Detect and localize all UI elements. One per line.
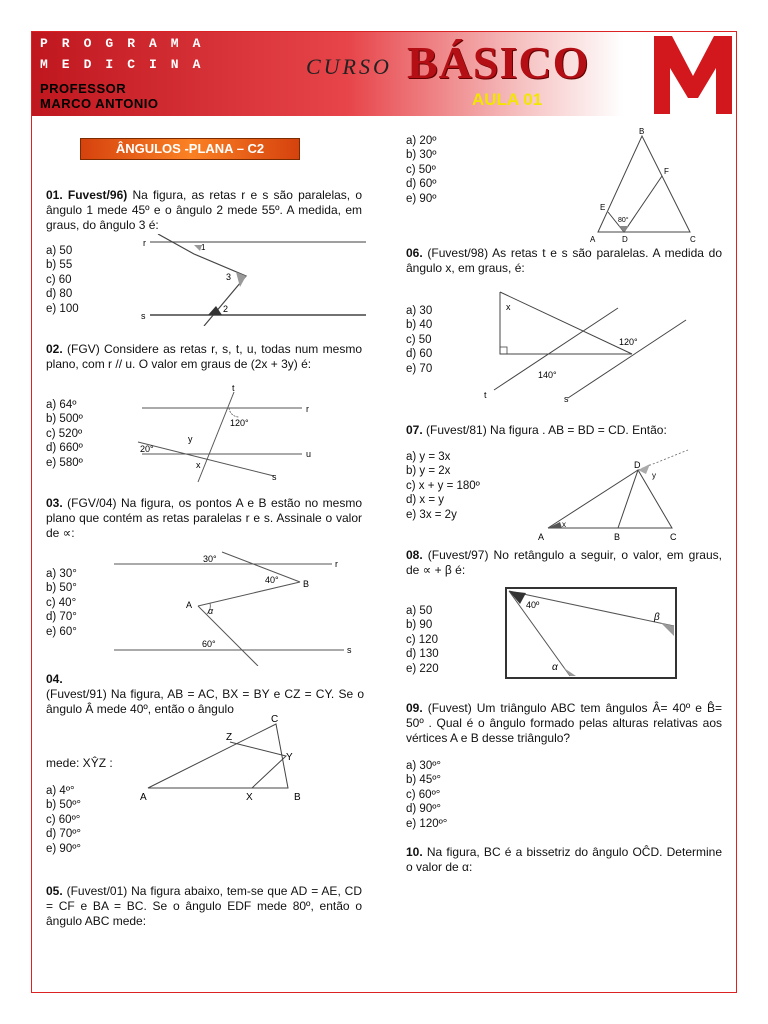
basico-title: BÁSICO: [407, 37, 590, 88]
answer-02-b: b) 500º: [46, 413, 83, 426]
answer-07-c: c) x + y = 180º: [406, 479, 480, 492]
fig06-t: t: [484, 390, 487, 400]
answer-09-c: c) 60º°: [406, 788, 441, 801]
answer-05-a: a) 20º: [406, 135, 437, 147]
header-banner: [32, 32, 736, 116]
answer-09-b: b) 45º°: [406, 774, 442, 787]
medicina-label: MEDICINA: [40, 57, 215, 72]
answer-05-c: c) 50º: [406, 163, 436, 176]
answers-09: [406, 759, 447, 831]
answer-02-c: c) 520º: [46, 427, 83, 440]
answer-04-d: d) 70º°: [46, 828, 82, 841]
fig05-point-d: D: [622, 235, 628, 244]
fig04-point-b: B: [294, 792, 301, 803]
fig08-beta: β: [654, 612, 660, 623]
answer-01-d: d) 80: [46, 288, 73, 301]
fig04-point-z: Z: [226, 732, 233, 743]
fig01-angle-2: 2: [223, 304, 229, 314]
question-03-text: (FGV/04) Na figura, os pontos A e B estão no mesmo plano que contém as retas paralelas r e s. Assinale o valor de ∝:: [46, 496, 362, 541]
fig06-s: s: [564, 394, 569, 404]
answer-03-b: b) 50°: [46, 582, 77, 595]
fig01-angle-3: 3: [226, 272, 232, 282]
answers-03: [46, 567, 77, 639]
fig05-point-f: F: [664, 167, 669, 176]
question-04-number: 04.: [46, 672, 63, 686]
answer-06-e: e) 70: [406, 362, 433, 375]
fig01-r: r: [143, 238, 146, 248]
answers-05: [406, 134, 436, 206]
answer-05-e: e) 90º: [406, 192, 437, 205]
answer-04-a: a) 4º°: [46, 785, 75, 797]
question-07-number: 07.: [406, 423, 423, 437]
question-10-number: 10.: [406, 845, 423, 859]
answer-04-b: b) 50º°: [46, 799, 82, 812]
answers-07: [406, 450, 480, 522]
fig03-point-a: A: [186, 600, 193, 610]
answer-08-d: d) 130: [406, 648, 439, 661]
figure-04: [138, 712, 318, 804]
fig05-point-a: A: [590, 235, 596, 244]
answer-07-d: d) x = y: [406, 494, 445, 507]
fig07-point-c: C: [670, 532, 677, 542]
fig02-s: s: [272, 472, 277, 482]
answer-09-a: a) 30º°: [406, 760, 442, 772]
question-06-text: (Fuvest/98) As retas t e s são paralelas. A medida do ângulo x, em graus, é:: [406, 246, 722, 276]
fig02-t: t: [232, 384, 235, 393]
question-01-number: 01. Fuvest/96): [46, 188, 128, 202]
fig06-x: x: [506, 302, 511, 312]
fig07-point-b: B: [614, 532, 621, 542]
professor-name: MARCO ANTONIO: [40, 96, 159, 111]
fig06-angle-120: 120°: [619, 337, 638, 347]
professor-label: PROFESSOR: [40, 81, 127, 96]
aula-label: AULA 01: [472, 90, 543, 109]
fig08-angle-40: 40º: [526, 600, 540, 610]
question-07: [406, 423, 722, 438]
answer-08-e: e) 220: [406, 662, 439, 675]
fig05-point-e: E: [600, 203, 606, 212]
question-09-text: (Fuvest) Um triângulo ABC tem ângulos Â= 40º e B̂= 50º . Qual é o ângulo formado pelas alturas relativas aos vértices A e B desse triângulo?: [406, 701, 722, 746]
question-01-text: Na figura, as retas r e s são paralelas, o ângulo 1 mede 45º e o ângulo 2 mede 55º. A medida, em graus, do ângulo 3 é:: [46, 188, 363, 233]
answer-01-a: a) 50: [46, 245, 73, 257]
topic-tag: ÂNGULOS -PLANA – C2: [80, 138, 300, 160]
answer-09-e: e) 120º°: [406, 817, 448, 830]
answers-02: [46, 398, 83, 470]
fig02-u: u: [306, 449, 312, 459]
answer-02-e: e) 580º: [46, 456, 83, 469]
answer-03-c: c) 40°: [46, 596, 77, 609]
fig03-alpha: α: [208, 606, 214, 616]
question-07-text: (Fuvest/81) Na figura . AB = BD = CD. Então:: [422, 423, 667, 437]
answer-07-e: e) 3x = 2y: [406, 508, 457, 521]
answers-06: [406, 304, 432, 376]
question-06-number: 06.: [406, 246, 423, 260]
question-04-text: (Fuvest/91) Na figura, AB = AC, BX = BY e CZ = CY. Se o ângulo Â mede 40º, então o ângulo: [46, 687, 364, 717]
figure-07: [538, 448, 698, 542]
question-09: [406, 701, 722, 747]
answer-03-d: d) 70°: [46, 611, 77, 624]
answer-05-b: b) 30º: [406, 149, 437, 162]
answer-03-e: e) 60°: [46, 625, 77, 638]
question-06: [406, 246, 722, 276]
question-03: [46, 496, 362, 542]
answer-09-d: d) 90º°: [406, 803, 442, 816]
question-09-number: 09.: [406, 701, 423, 715]
answer-07-b: b) y = 2x: [406, 465, 451, 478]
question-02: [46, 342, 362, 372]
fig02-angle-20: 20°: [140, 444, 154, 454]
answer-08-c: c) 120: [406, 633, 438, 646]
answer-07-a: a) y = 3x: [406, 451, 451, 463]
figure-08: [504, 586, 684, 682]
curso-label: CURSO: [306, 54, 392, 79]
question-10: [406, 845, 722, 875]
question-05: [46, 884, 362, 930]
fig03-angle-30: 30°: [203, 554, 217, 564]
fig08-alpha: α: [552, 662, 558, 673]
question-02-text: (FGV) Considere as retas r, s, t, u, todas num mesmo plano, com r // u. O valor em graus de (2x + 3y) é:: [46, 342, 362, 372]
figure-02: [134, 384, 334, 484]
fig01-angle-1: 1: [201, 243, 206, 252]
fig03-angle-60: 60°: [202, 639, 216, 649]
question-01: [46, 188, 362, 234]
fig07-point-d: D: [634, 460, 641, 470]
fig07-x: x: [562, 520, 566, 529]
answer-02-d: d) 660º: [46, 442, 83, 455]
fig05-angle-80: 80°: [618, 217, 629, 224]
answer-06-a: a) 30: [406, 305, 433, 317]
question-03-number: 03.: [46, 496, 63, 510]
figure-06: [480, 288, 690, 404]
fig07-point-a: A: [538, 532, 545, 542]
fig02-y: y: [188, 434, 193, 444]
figure-03: [110, 548, 360, 666]
question-10-text: Na figura, BC é a bissetriz do ângulo OĈD. Determine o valor de α:: [406, 845, 722, 875]
question-08: [406, 548, 722, 578]
answer-06-d: d) 60: [406, 348, 433, 361]
answers-08: [406, 604, 439, 676]
fig03-s: s: [347, 645, 352, 655]
answers-04: [46, 784, 81, 856]
fig02-r: r: [306, 404, 309, 414]
answer-08-b: b) 90: [406, 619, 433, 632]
fig03-angle-40: 40°: [265, 575, 279, 585]
question-05-number: 05.: [46, 884, 63, 898]
answer-06-c: c) 50: [406, 333, 432, 346]
programa-label: PROGRAMA: [40, 36, 215, 51]
answer-04-e: e) 90º°: [46, 842, 82, 855]
fig02-angle-120: 120°: [230, 418, 249, 428]
fig01-s: s: [141, 311, 146, 321]
question-04-text-2: mede: XŶZ :: [46, 756, 113, 770]
answer-08-a: a) 50: [406, 605, 433, 617]
fig03-r: r: [335, 559, 338, 569]
fig03-point-b: B: [303, 579, 310, 589]
fig07-y: y: [652, 471, 656, 480]
question-05-text: (Fuvest/01) Na figura abaixo, tem-se que AD = AE, CD = CF e BA = BC. Se o ângulo EDF mede 80º, então o ângulo ABC mede:: [46, 884, 362, 929]
answers-01: [46, 244, 79, 316]
question-02-number: 02.: [46, 342, 63, 356]
fig04-point-a: A: [140, 792, 147, 803]
fig04-point-c: C: [271, 714, 279, 725]
question-08-text: (Fuvest/97) No retângulo a seguir, o valor, em graus, de ∝ + β é:: [406, 548, 722, 578]
answer-01-c: c) 60: [46, 273, 72, 286]
answer-01-e: e) 100: [46, 302, 79, 315]
answer-02-a: a) 64º: [46, 399, 77, 411]
answer-06-b: b) 40: [406, 319, 433, 332]
figure-05: [586, 126, 700, 246]
fig06-angle-140: 140°: [538, 370, 557, 380]
fig05-point-c: C: [690, 235, 696, 244]
figure-01: [138, 234, 370, 326]
m-logo-icon: [650, 32, 736, 116]
question-08-number: 08.: [406, 548, 423, 562]
fig05-point-b: B: [639, 127, 645, 136]
answer-04-c: c) 60º°: [46, 813, 81, 826]
fig04-point-x: X: [246, 792, 253, 803]
fig02-x: x: [196, 460, 201, 470]
answer-01-b: b) 55: [46, 259, 73, 272]
fig04-point-y: Y: [286, 752, 293, 763]
answer-03-a: a) 30°: [46, 568, 77, 580]
answer-05-d: d) 60º: [406, 178, 437, 191]
